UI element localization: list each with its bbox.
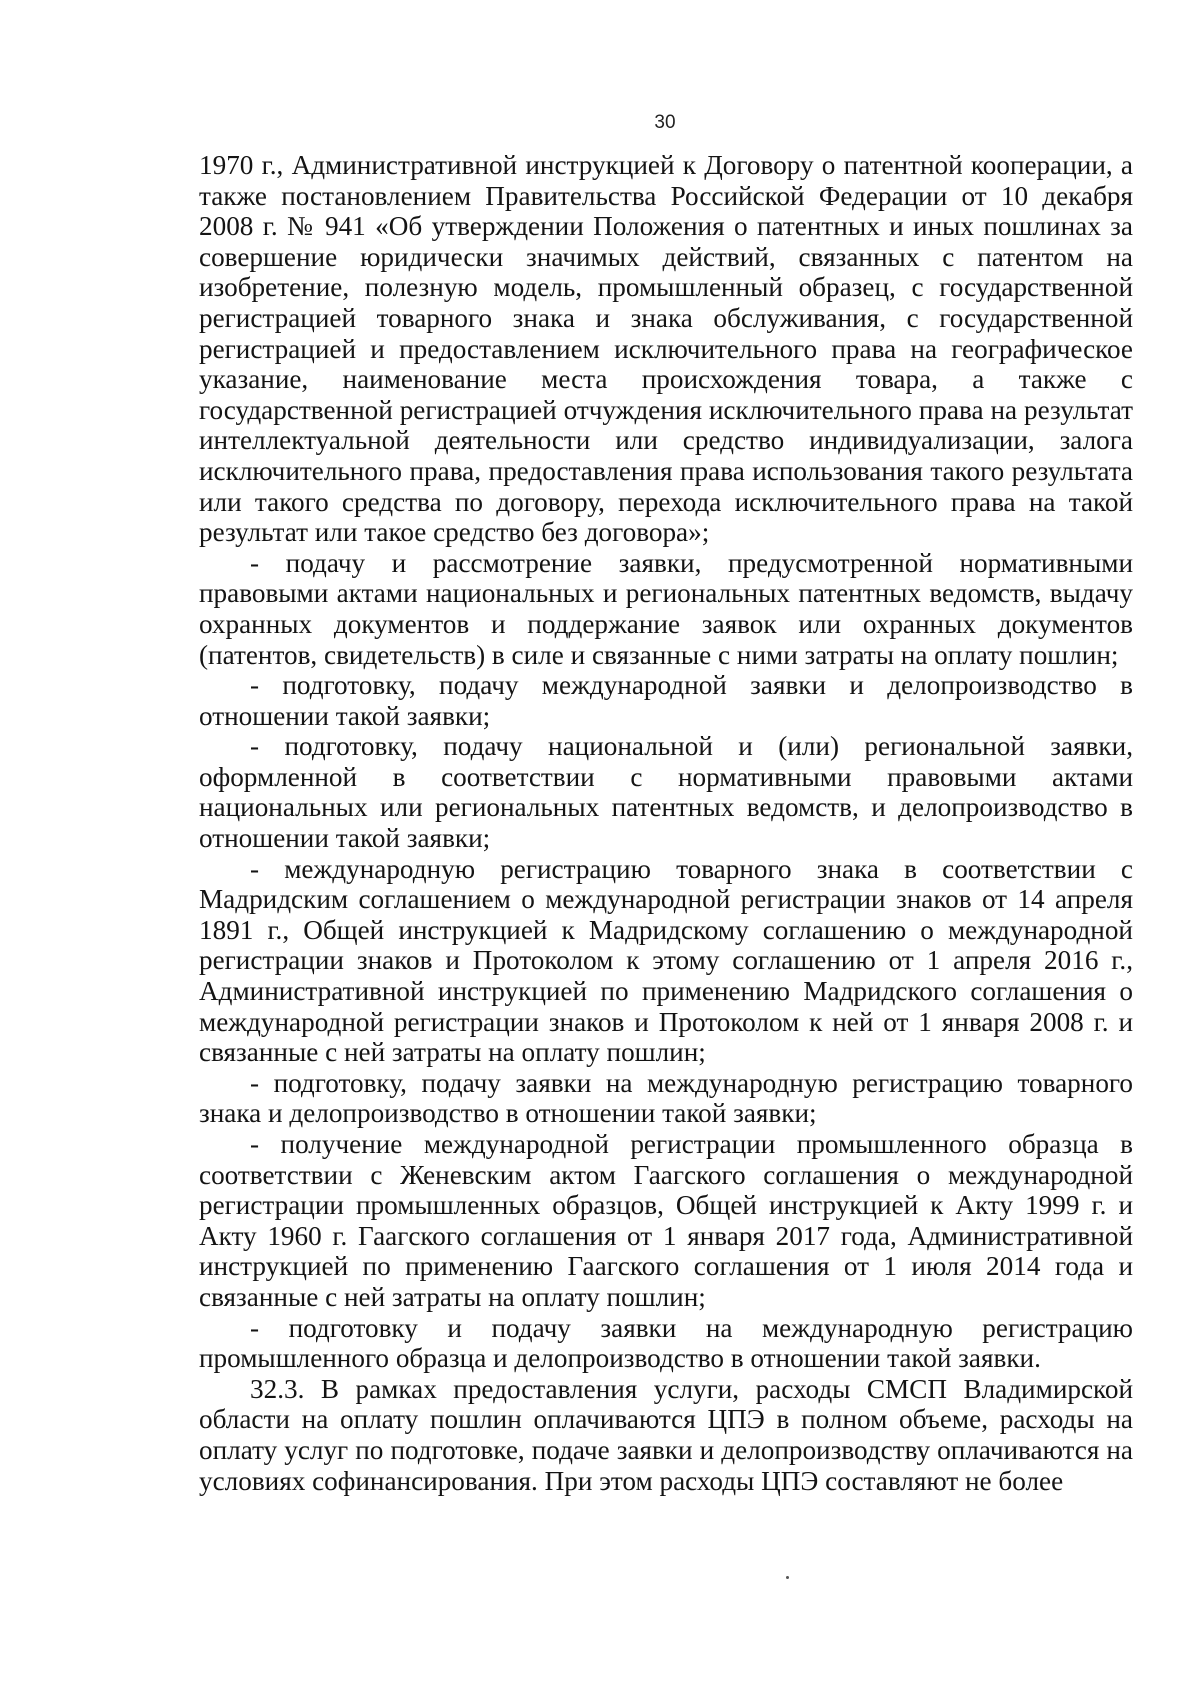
list-item: - подготовку, подачу национальной и (или) региональной заявки, оформленной в соответствии с нормативными правовыми актами национальных или региональных патентных ведомств, и делопроизводство в отношении такой заявки; [199,731,1133,854]
paragraph-continuation: 1970 г., Административной инструкцией к Договору о патентной кооперации, а также постановлением Правительства Российской Федерации от 10 декабря 2008 г. № 941 «Об утверждении Положения о патентных и иных пошлинах за совершение юридически значимых действий, связанных с патентом на изобретение, полезную модель, промышленный образец, с государственной регистрацией товарного знака и знака обслуживания, с государственной регистрацией и предоставлением исключительного права на географическое указание, наименование места происхождения товара, а также с государственной регистрацией отчуждения исключительного права на результат интеллектуальной деятельности или средство индивидуализации, залога исключительного права, предоставления права использования такого результата или такого средства по договору, перехода исключительного права на такой результат или такое средство без договора»; [199,150,1133,548]
list-item: - подачу и рассмотрение заявки, предусмотренной нормативными правовыми актами национальных и региональных патентных ведомств, выдачу охранных документов и поддержание заявок или охранных документов (патентов, свидетельств) в силе и связанные с ними затраты на оплату пошлин; [199,547,1133,670]
list-item: - подготовку, подачу международной заявки и делопроизводство в отношении такой заявки; [199,670,1133,731]
list-item: - подготовку, подачу заявки на международную регистрацию товарного знака и делопроизводство в отношении такой заявки; [199,1067,1133,1129]
list-item: - международную регистрацию товарного знака в соответствии с Мадридским соглашением о международной регистрации знаков от 14 апреля 1891 г., Общей инструкцией к Мадридскому соглашению о международной регистрации знаков и Протоколом к этому соглашению от 1 апреля 2016 г., Административной инструкцией по применению Мадридского соглашения о международной регистрации знаков и Протоколом к ней от 1 января 2008 г. и связанные с ней затраты на оплату пошлин; [199,853,1133,1068]
list-item: - подготовку и подачу заявки на международную регистрацию промышленного образца и делопроизводство в отношении такой заявки. [199,1312,1133,1374]
scan-speck [786,1576,789,1579]
page-number: 30 [654,112,676,133]
section-paragraph: 32.3. В рамках предоставления услуги, расходы СМСП Владимирской области на оплату пошлин оплачиваются ЦПЭ в полном объеме, расходы на оплату услуг по подготовке, подаче заявки и делопроизводству оплачиваются на условиях софинансирования. При этом расходы ЦПЭ составляют не более [199,1373,1133,1496]
list-item: - получение международной регистрации промышленного образца в соответствии с Женевским актом Гаагского соглашения о международной регистрации промышленных образцов, Общей инструкцией к Акту 1999 г. и Акту 1960 г. Гаагского соглашения от 1 января 2017 года, Административной инструкцией по применению Гаагского соглашения от 1 июля 2014 года и связанные с ней затраты на оплату пошлин; [199,1129,1133,1312]
document-body [199,150,1133,1496]
